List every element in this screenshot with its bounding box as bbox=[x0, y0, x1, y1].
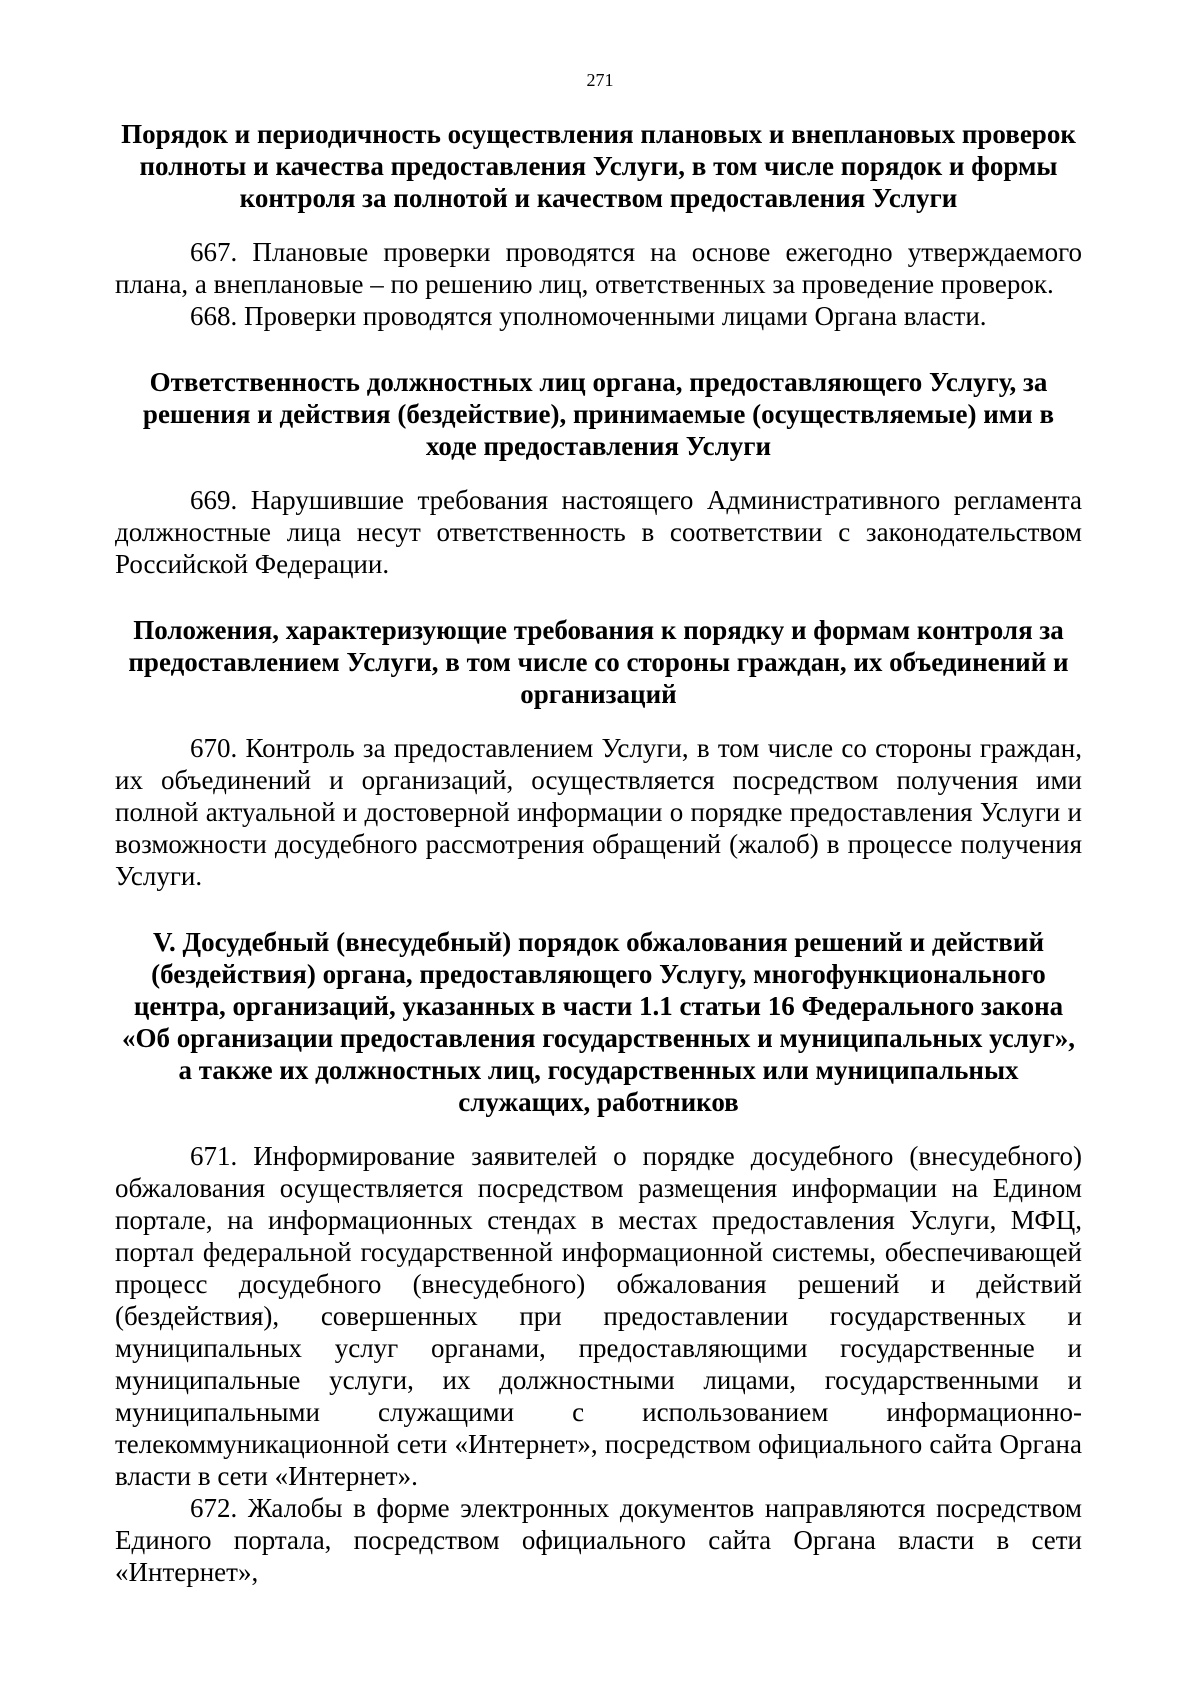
section-heading: V. Досудебный (внесудебный) порядок обжалования решений и действий (бездействия) органа, предоставляющего Услугу, многофункционального центра, организаций, указанных в части 1.1 статьи 16 Федерального закона «Об организации предоставления государственных и муниципальных услуг», а также их должностных лиц, государственных или муниципальных служащих, работников bbox=[122, 927, 1075, 1117]
paragraph-669: 669. Нарушившие требования настоящего Административного регламента должностные лица несут ответственность в соответствии с законодательством Российской Федерации. bbox=[115, 485, 1082, 579]
section-heading: Положения, характеризующие требования к порядку и формам контроля за предоставлением Услуги, в том числе со стороны граждан, их объединений и организаций bbox=[128, 615, 1069, 709]
paragraph-672: 672. Жалобы в форме электронных документов направляются посредством Единого портала, посредством официального сайта Органа власти в сети «Интернет», bbox=[115, 1493, 1082, 1587]
section-pretrial-appeal bbox=[115, 926, 1082, 1588]
section-heading: Ответственность должностных лиц органа, предоставляющего Услугу, за решения и действия (бездействие), принимаемые (осуществляемые) ими в ходе предоставления Услуги bbox=[142, 367, 1055, 461]
paragraph-671: 671. Информирование заявителей о порядке досудебного (внесудебного) обжалования осуществляется посредством размещения информации на Едином портале, на информационных стендах в местах предоставления Услуги, МФЦ, портал федеральной государственной информационной системы, обеспечивающей процесс досудебного (внесудебного) обжалования решений и действий (бездействия), совершенных при предоставлении государственных и муниципальных услуг органами, предоставляющими государственные и муниципальные услуги, их должностными лицами, государственными и муниципальными служащими с использованием информационно-телекоммуникационной сети «Интернет», посредством официального сайта Органа власти в сети «Интернет». bbox=[115, 1141, 1082, 1491]
section-responsibility bbox=[115, 366, 1082, 580]
section-inspections bbox=[115, 118, 1082, 332]
section-heading: Порядок и периодичность осуществления плановых и внеплановых проверок полноты и качества предоставления Услуги, в том числе порядок и формы контроля за полнотой и качеством предоставления Услуги bbox=[121, 119, 1076, 213]
paragraph-667: 667. Плановые проверки проводятся на основе ежегодно утверждаемого плана, а внеплановые – по решению лиц, ответственных за проведение проверок. bbox=[115, 237, 1082, 299]
section-control-provisions bbox=[115, 614, 1082, 892]
document-body bbox=[115, 118, 1082, 1588]
paragraph-670: 670. Контроль за предоставлением Услуги, в том числе со стороны граждан, их объединений и организаций, осуществляется посредством получения ими полной актуальной и достоверной информации о порядке предоставления Услуги и возможности досудебного рассмотрения обращений (жалоб) в процессе получения Услуги. bbox=[115, 733, 1082, 891]
page-number: 271 bbox=[586, 70, 614, 90]
paragraph-668: 668. Проверки проводятся уполномоченными лицами Органа власти. bbox=[190, 301, 987, 331]
